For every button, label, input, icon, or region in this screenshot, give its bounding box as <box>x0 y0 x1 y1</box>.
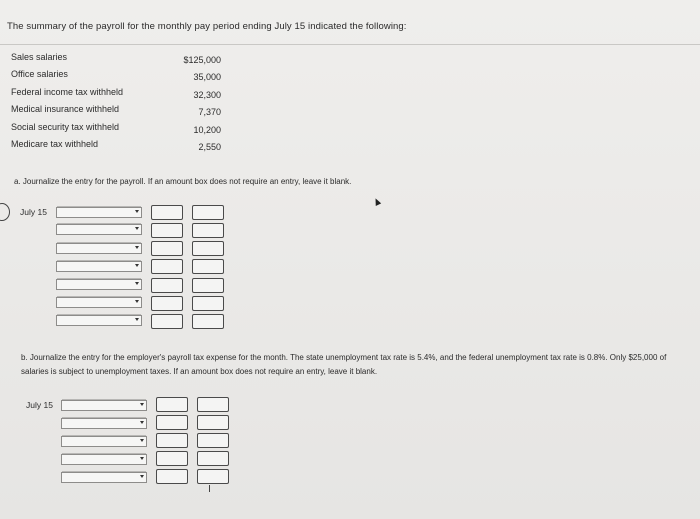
chevron-down-icon <box>140 421 144 424</box>
payroll-row <box>11 104 221 121</box>
part-b-account-select-5[interactable] <box>61 472 147 483</box>
payroll-row <box>11 52 221 69</box>
part-a-debit-input[interactable] <box>151 314 183 329</box>
part-b-account-select-1[interactable] <box>61 400 147 411</box>
payroll-value: 7,370 <box>198 107 221 118</box>
part-a-account-select-4[interactable] <box>56 261 142 272</box>
chevron-down-icon <box>140 457 144 460</box>
payroll-row <box>11 139 221 156</box>
payroll-label: Office salaries <box>11 69 68 80</box>
part-a-account-select-1[interactable] <box>56 207 142 218</box>
part-b-debit-input[interactable] <box>156 397 188 412</box>
part-b-account-select-2[interactable] <box>61 418 147 429</box>
chevron-down-icon <box>140 403 144 406</box>
part-a-credit-input[interactable] <box>192 241 224 256</box>
problem-header <box>0 0 700 45</box>
payroll-value: $125,000 <box>183 55 221 65</box>
part-b-credit-input[interactable] <box>197 451 229 466</box>
part-a-debit-input[interactable] <box>151 205 183 220</box>
payroll-label: Social security tax withheld <box>11 121 120 132</box>
part-b-credit-input[interactable] <box>197 415 229 430</box>
part-b-debit-input[interactable] <box>156 451 188 466</box>
part-a-debit-input[interactable] <box>151 259 183 274</box>
payroll-label: Medical insurance withheld <box>11 104 120 115</box>
intro-text: The summary of the payroll for the monthly pay period ending July 15 indicated the following: <box>7 21 407 32</box>
part-a-account-select-5[interactable] <box>56 279 142 290</box>
part-a-credit-input[interactable] <box>192 223 224 238</box>
part-a-debit-input[interactable] <box>151 223 183 238</box>
part-b-credit-input[interactable] <box>197 433 229 448</box>
part-a-credit-input[interactable] <box>192 205 224 220</box>
chevron-down-icon <box>135 227 139 230</box>
part-b-account-select-3[interactable] <box>61 436 147 447</box>
payroll-value: 10,200 <box>193 124 221 135</box>
part-a-credit-input[interactable] <box>192 278 224 293</box>
text-caret <box>209 485 210 492</box>
chevron-down-icon <box>140 439 144 442</box>
chevron-down-icon <box>135 210 139 213</box>
payroll-value: 32,300 <box>193 89 221 100</box>
payroll-row <box>11 69 221 86</box>
payroll-label: Medicare tax withheld <box>11 138 99 149</box>
payroll-value: 2,550 <box>198 141 221 152</box>
part-a-date: July 15 <box>20 207 47 217</box>
part-a-account-select-6[interactable] <box>56 297 142 308</box>
payroll-row <box>11 122 221 139</box>
part-a-credit-input[interactable] <box>192 314 224 329</box>
part-a-account-select-2[interactable] <box>56 224 142 235</box>
payroll-row <box>11 87 221 104</box>
part-a-debit-input[interactable] <box>151 278 183 293</box>
payroll-summary-table <box>11 52 221 156</box>
part-b-debit-input[interactable] <box>156 415 188 430</box>
part-b-credit-input[interactable] <box>197 469 229 484</box>
part-a-debit-input[interactable] <box>151 241 183 256</box>
chevron-down-icon <box>135 318 139 321</box>
part-a-prompt: a. Journalize the entry for the payroll. If an amount box does not require an entry, leave it blank. <box>14 177 352 186</box>
chevron-down-icon <box>135 264 139 267</box>
chevron-down-icon <box>135 282 139 285</box>
part-b-debit-input[interactable] <box>156 469 188 484</box>
part-b-credit-input[interactable] <box>197 397 229 412</box>
part-a-credit-input[interactable] <box>192 296 224 311</box>
part-b-prompt: b. Journalize the entry for the employer's payroll tax expense for the month. The state unemployment tax rate is 5.4%, and the federal unemployment tax rate is 0.8%. Only $25,000 of salaries is subject to unemployment taxes. If an amount box does not require an entry, leave it blank. <box>21 353 667 376</box>
partial-circle-icon <box>0 203 10 221</box>
part-a-credit-input[interactable] <box>192 259 224 274</box>
chevron-down-icon <box>135 246 139 249</box>
part-b-debit-input[interactable] <box>156 433 188 448</box>
part-a-account-select-3[interactable] <box>56 243 142 254</box>
payroll-label: Sales salaries <box>11 52 68 62</box>
part-b-account-select-4[interactable] <box>61 454 147 465</box>
payroll-value: 35,000 <box>193 72 221 83</box>
chevron-down-icon <box>140 475 144 478</box>
chevron-down-icon <box>135 300 139 303</box>
part-b-date: July 15 <box>26 400 53 410</box>
part-a-account-select-7[interactable] <box>56 315 142 326</box>
pointer-icon <box>373 197 381 206</box>
payroll-label: Federal income tax withheld <box>11 86 124 97</box>
part-a-debit-input[interactable] <box>151 296 183 311</box>
